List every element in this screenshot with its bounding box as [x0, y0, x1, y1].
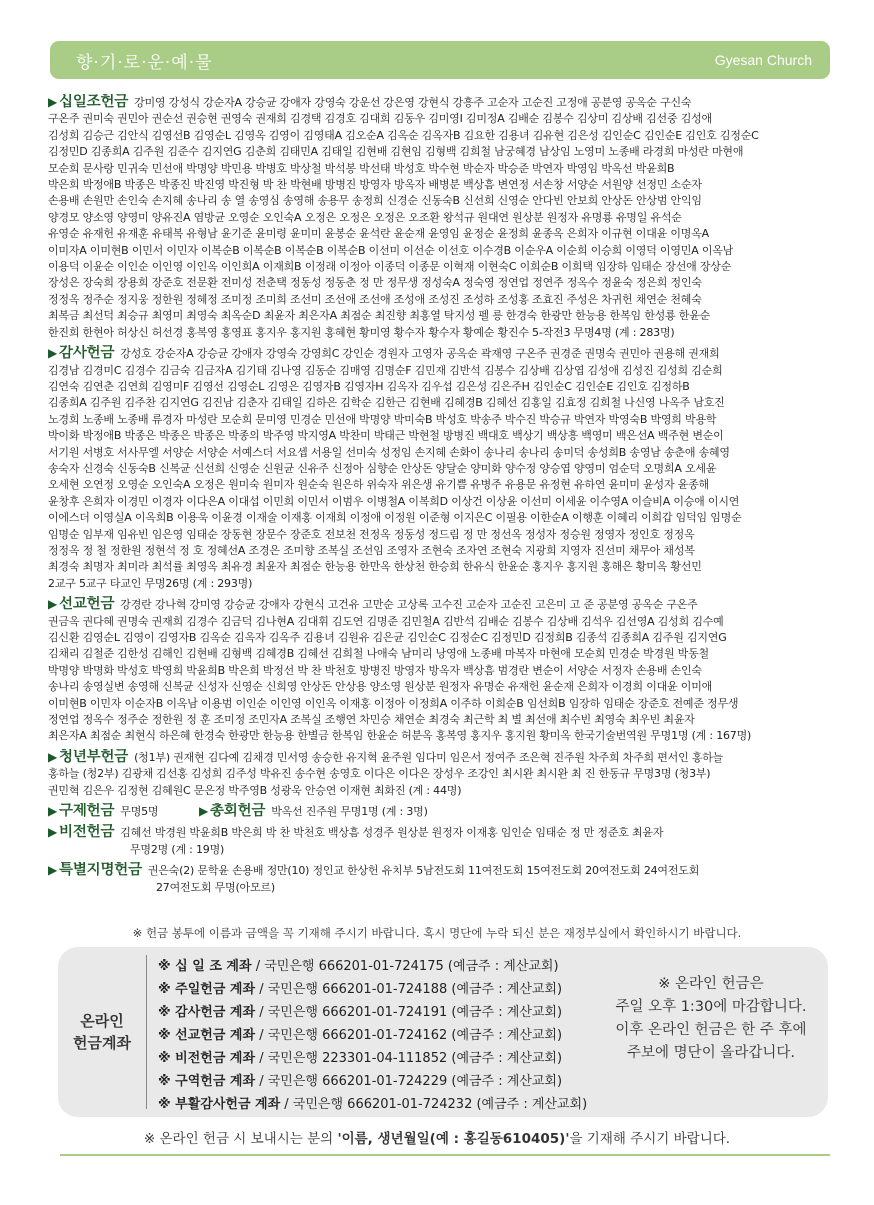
name-line: 김정민D 김종희A 김주원 김준수 김지연G 김춘희 김태민A 김태일 김현배 김현임 김형백 김희철 남궁혜경 남상임 노영미 노종배 라경희 마성란 마현애 — [48, 145, 744, 159]
name-line: 무명2명 (계 : 19명) — [130, 842, 225, 856]
section-title: 선교헌금 — [59, 596, 115, 613]
vision-section — [48, 824, 832, 858]
name-line: 강성호 강순자A 강승균 강애자 강영숙 강영희C 강인순 경원자 고영자 공옥순 곽재영 구온주 권경준 권명숙 권민아 권용해 권재희 — [120, 347, 720, 361]
name-line: 정정옥 정주순 정지웅 정한원 정혜정 조미정 조미희 조선미 조선애 조선애 조성애 조성진 조성하 조성홍 조효진 주성은 차귀헌 채연순 천혜숙 — [48, 292, 702, 306]
bottom-rule — [60, 1154, 830, 1156]
name-line: 윤창후 은희자 이경민 이경자 이다은A 이대섭 이민희 이민서 이범우 이병철A 이복희D 이상건 이상윤 이선미 이세윤 이수영A 이슬비A 이승애 이시연 — [48, 494, 740, 508]
offering-notice: ※ 헌금 봉투에 이름과 금액을 꼭 기재해 주시기 바랍니다. 혹시 명단에 누락 되신 분은 재정부실에서 확인하시기 바랍니다. — [132, 926, 742, 940]
name-line: 27여전도회 무명(아모르) — [156, 880, 275, 894]
section-title: 십일조헌금 — [59, 94, 129, 110]
account-item: ※ 주일헌금 계좌 / 국민은행 666201-01-724188 (예금주 : 계산교회) — [158, 982, 563, 997]
name-line: 김채리 김철준 김한성 김해인 김현배 김형백 김혜경B 김혜선 김희철 나애숙 남미리 낭영애 노종배 마복자 마현애 모순희 민경순 박경원 박동철 — [48, 647, 709, 661]
page-header — [50, 41, 830, 79]
account-item: ※ 비전헌금 계좌 / 국민은행 223301-04-111852 (예금주 : 계산교회) — [158, 1051, 563, 1066]
name-line: 최경숙 최명자 최미라 최석률 최영옥 최유경 최윤자 최점순 한능용 한만옥 한상천 한승희 한유식 한윤순 홍지우 홍지원 홍해은 황미옥 황선민 — [48, 560, 702, 574]
triangle-bullet-icon: ▶ — [48, 804, 58, 819]
section-title: 감사헌금 — [59, 345, 115, 362]
section-title: 청년부헌금 — [59, 748, 129, 765]
triangle-bullet-icon: ▶ — [198, 804, 208, 819]
account-item: ※ 선교헌금 계좌 / 국민은행 666201-01-724162 (예금주 : 계산교회) — [158, 1028, 563, 1043]
name-line: 이미자A 이미현B 이민서 이민자 이복순B 이복순B 이복순B 이복순B 이선미 이선순 이선호 이수경B 이순우A 이순희 이승희 이영덕 이영민A 이옥남 — [48, 243, 734, 257]
name-line: (청1부) 권재현 김다예 김채경 민서영 송승한 유지혁 윤주원 임다미 임은서 정여주 조은혁 진주원 차주희 차주희 편서인 홍하늘 — [134, 750, 724, 764]
name-line: 강미영 강성식 강순자A 강승균 강애자 강영숙 강운선 강은영 강현식 강흥주 고순자 고순진 고정애 공분영 공옥순 구신숙 — [134, 96, 692, 109]
relief-names: 무명5명 — [120, 805, 159, 819]
name-line: 이용덕 이윤순 이인순 이인영 이인옥 이인희A 이재희B 이정래 이정아 이종덕 이종문 이혁재 이현숙C 이희순B 이희택 임장하 임태순 장선애 장상순 — [48, 260, 732, 274]
account-item: ※ 부활감사헌금 계좌 / 국민은행 666201-01-724232 (예금주 : 계산교회) — [158, 1097, 588, 1112]
name-line: 송숙자 신경숙 신동숙B 신복균 신선희 신영순 신원균 신유주 신정아 심향순 안상돈 양달순 양미화 양수정 양승엽 양영미 엄순덕 오명희A 오세윤 — [48, 461, 717, 475]
name-line: 노경희 노종배 노종배 류경자 마성란 모순희 문미영 민경순 민선애 박명양 박미숙B 박성호 박송주 박수진 박승규 박연자 박영숙B 박영희 박용학 — [48, 412, 717, 426]
name-line: 김혜선 박경원 박윤희B 박은희 박 찬 박천호 백상흠 성경주 원상분 원정자 이재홍 임인순 임태순 정 만 정준호 최윤자 — [120, 826, 664, 840]
name-line: 정연업 정옥수 정주순 정한원 정 훈 조미정 조민자A 조복실 조행연 차민승 채연순 최경숙 최근학 최 별 최선애 최수빈 최영숙 최우빈 최윤자 — [48, 713, 695, 727]
triangle-bullet-icon: ▶ — [48, 95, 58, 109]
offering-sections — [48, 94, 832, 900]
name-line: 강경란 강나혁 강미영 강승균 강애자 강현식 고건유 고만순 고상록 고수진 고순자 고순진 고은미 고 준 공분영 공옥순 구온주 — [120, 598, 698, 612]
thanksgiving-section — [48, 345, 832, 592]
name-line: 김성희 김승근 김안식 김영선B 김영순L 김영옥 김영이 김영태A 김오순A 김옥순 김옥자B 김요한 김용녀 김유현 김은성 김인순C 김인순E 김인호 김정순C — [48, 128, 759, 142]
name-line: 권금옥 권다혜 권명숙 권재희 김경수 김금덕 김나현A 김대휘 김도연 김명준 김민철A 김반석 김배순 김봉수 김상배 김석우 김선영A 김성희 김수예 — [48, 614, 724, 628]
bottom-notice: ※ 온라인 헌금 시 보내시는 분의 '이름, 생년월일(예 : 홍길동610405)'을 기재해 주시기 바랍니다. — [143, 1131, 731, 1147]
mission-section — [48, 596, 832, 745]
triangle-bullet-icon: ▶ — [48, 346, 58, 361]
name-line: 서기원 서병호 서사무엘 서양순 서양순 서예스더 서요셉 서용일 선미숙 성정임 손지혜 손화이 송나리 송나리 송미덕 송성희B 송영남 송춘애 송혜영 — [48, 445, 730, 459]
name-line: 박은희 박정애B 박종은 박종진 박진영 박진형 박 찬 박현배 방병진 방영자 방옥자 배병분 백상흠 변연정 서손창 서양순 서원양 선정민 소순자 — [48, 178, 702, 192]
tithe-section — [48, 94, 832, 341]
name-line: 장성은 장숙희 장용희 장준호 전문환 전미성 전춘택 정동성 정동춘 정 만 정무생 정성숙A 정숙영 정연업 정연주 정옥수 정윤숙 정은희 정인숙 — [48, 276, 702, 290]
name-line: 김종희A 김주원 김주찬 김지연G 김진남 김춘자 김태일 김하은 김학순 김한근 김현배 김혜경B 김혜선 김홍일 김효정 김희철 나신영 나옥주 남호진 — [48, 396, 725, 410]
designated-title: 특별지명헌금 — [59, 862, 142, 879]
header-title: 향·기·로·운·예·물 — [76, 53, 213, 73]
name-line: 김경남 김경미C 김경수 김금숙 김금자A 김기태 김나영 김동순 김매영 김명순F 김민재 김반석 김봉수 김상배 김상엽 김성애 김성진 김성희 김순희 — [48, 363, 723, 377]
name-line: 정정옥 정 철 정한원 정현석 정 호 정혜선A 조경은 조미향 조복실 조선임 조영자 조현숙 조자연 조현숙 지광희 지영자 진선미 채무아 채성복 — [48, 543, 695, 557]
account-item: ※ 구역헌금 계좌 / 국민은행 666201-01-724229 (예금주 : 계산교회) — [158, 1074, 563, 1089]
church-brand: Gyesan Church — [714, 52, 812, 68]
name-line: 홍하늘 (청2부) 김광채 김선홍 김성희 김주성 박유진 송수현 송영호 이다은 이다은 장성우 조강인 최시완 최시완 최 진 한동규 무명3명 (청3부) — [48, 767, 711, 781]
triangle-bullet-icon: ▶ — [48, 863, 58, 878]
name-line: 권은숙(2) 문학윤 손용배 정만(10) 정인교 한상헌 유치부 5남전도회 11여전도회 15여전도회 20여전도회 24여전도회 — [147, 864, 700, 878]
name-line: 박명양 박명화 박성호 박영희 박윤희B 박은희 박정선 박 찬 박천호 방병진 방영자 방옥자 백상흠 범경란 변순이 서양순 서정자 손용배 손인숙 — [48, 663, 702, 677]
vision-title: 비전헌금 — [59, 824, 115, 841]
name-line: 구온주 권미숙 권민아 권순선 권승현 권영숙 권재희 김경택 김경호 김대희 김동우 김미영I 김미정A 김배순 김봉수 김상미 김상배 김선중 김성애 — [48, 112, 712, 126]
relief-building-row — [48, 803, 832, 820]
name-line: 이에스더 이영실A 이옥희B 이용욱 이윤경 이재술 이재홍 이재희 이정애 이정원 이준형 이지은C 이필용 이한순A 이행훈 이혜리 이희갑 임덕임 임명순 — [48, 511, 742, 525]
youth-section — [48, 749, 832, 799]
label-line: 온라인 — [80, 1012, 124, 1030]
name-line: 김신환 김영순L 김영이 김영자B 김옥순 김옥자 김옥주 김용녀 김원유 김은균 김인순C 김정순C 김정민D 김정희B 김종석 김종희A 김주원 김지연G — [48, 631, 727, 644]
name-line: 이미현B 이민자 이순자B 이옥남 이용범 이인순 이인영 이인옥 이재홍 이정아 이정희A 이주하 이희순B 임선희B 임장하 임태순 장준호 전예준 정무생 — [48, 696, 739, 710]
name-line: 최은자A 최점순 최현식 하은혜 한경숙 한광만 한능용 한별금 한복임 한윤순 허분옥 홍복영 홍지우 홍지원 황미옥 한국기술번역원 무명1명 (계 : 167명) — [48, 729, 752, 743]
triangle-bullet-icon: ▶ — [48, 749, 58, 764]
name-line: 김연숙 김연춘 김연희 김영미F 김영선 김영순L 김영은 김영자B 김영자H 김옥자 김우섭 김은성 김은주H 김인순C 김인순E 김인호 김정하B — [48, 379, 690, 393]
online-deadline-note: ※ 온라인 헌금은 주일 오후 1:30에 마감합니다. 이후 온라인 헌금은 한 주 후에 주보에 명단이 올라갑니다. — [615, 976, 807, 1061]
label-line: 헌금계좌 — [73, 1034, 131, 1052]
online-accounts-box — [58, 947, 828, 1117]
name-line: 2교구 5교구 타교인 무명26명 (계 : 293명) — [48, 576, 253, 590]
name-line: 한진희 한현아 허상신 허선경 홍복영 홍영표 홍지우 홍지원 홍혜현 황미영 황수자 황수자 황예순 황진수 5-작전3 무명4명 (계 : 283명) — [48, 325, 675, 339]
name-line: 양경모 양소영 양영미 양유진A 염방균 오영순 오인숙A 오정은 오정은 오정은 오조환 왕석규 원대연 원상분 원정자 유명룡 유명일 유석순 — [48, 210, 682, 224]
name-line: 유영순 유재헌 유재훈 유태복 유형남 윤기준 윤미령 윤미미 윤봉순 윤석란 윤순재 윤영임 윤정순 윤정희 윤종옥 은희자 이규현 이대윤 이명옥A — [48, 227, 709, 241]
relief-title: 구제헌금 — [59, 803, 115, 820]
name-line: 권민혁 김은우 김정현 김혜원C 문은정 박주영B 성광욱 안승연 이재현 최화진 (계 : 44명) — [48, 783, 462, 797]
name-line: 송나리 송영실변 송영해 신복균 신성자 신영순 신희영 안상돈 안상용 양소영 원상분 원정자 유명순 유재헌 윤순재 은희자 이경희 이대윤 이미애 — [48, 680, 713, 694]
divider — [146, 955, 147, 1109]
name-line: 최복금 최선덕 최승규 최영미 최영숙 최옥순D 최윤자 최은자A 최점순 최진향 최홍열 탁지성 펠 릉 한경숙 한광만 한능용 한복임 한성룡 한윤순 — [48, 309, 711, 323]
account-item: ※ 십 일 조 계좌 / 국민은행 666201-01-724175 (예금주 : 계산교회) — [158, 959, 559, 974]
general-assembly-title: 총회헌금 — [209, 803, 266, 820]
online-accounts-label — [58, 947, 146, 1117]
account-list — [158, 955, 587, 1116]
designated-section — [48, 862, 832, 896]
general-assembly-names: 박옥선 진주원 무명1명 (계 : 3명) — [271, 805, 428, 819]
account-item: ※ 감사헌금 계좌 / 국민은행 666201-01-724191 (예금주 : 계산교회) — [158, 1005, 563, 1020]
triangle-bullet-icon: ▶ — [48, 825, 58, 840]
name-line: 임명순 임부재 임유빈 임은영 임태순 장동현 장문수 장준호 전보천 전정옥 정동성 정드림 정 만 정선옥 정성자 정승원 정영자 정인호 정정옥 — [48, 527, 695, 541]
name-line: 모순희 문사랑 민귀숙 민선애 박명양 박민용 박병호 박상철 박석봉 박선태 박성호 박수현 박순자 박승준 박연자 박영임 박옥선 박윤희B — [48, 161, 675, 175]
triangle-bullet-icon: ▶ — [48, 597, 58, 612]
name-line: 오세현 오연정 오영순 오인숙A 오정은 원미숙 원미자 원순숙 원은하 위숙자 위은생 유기쁨 유병주 유용문 유정현 유하연 윤미미 윤성자 윤종해 — [48, 478, 709, 492]
name-line: 손용배 손원만 손인숙 손지혜 송나리 송 열 송영심 송영해 송용무 송정희 신경순 신동숙B 신선희 신영순 안다빈 안보희 안상돈 안상범 안익임 — [48, 194, 702, 208]
name-line: 박이화 박정애B 박종은 박종은 박종은 박종의 박주영 박지영A 박찬미 박태근 박현철 방병진 백대호 백상기 백상흥 백영미 백은선A 백주현 변순이 — [48, 429, 724, 443]
